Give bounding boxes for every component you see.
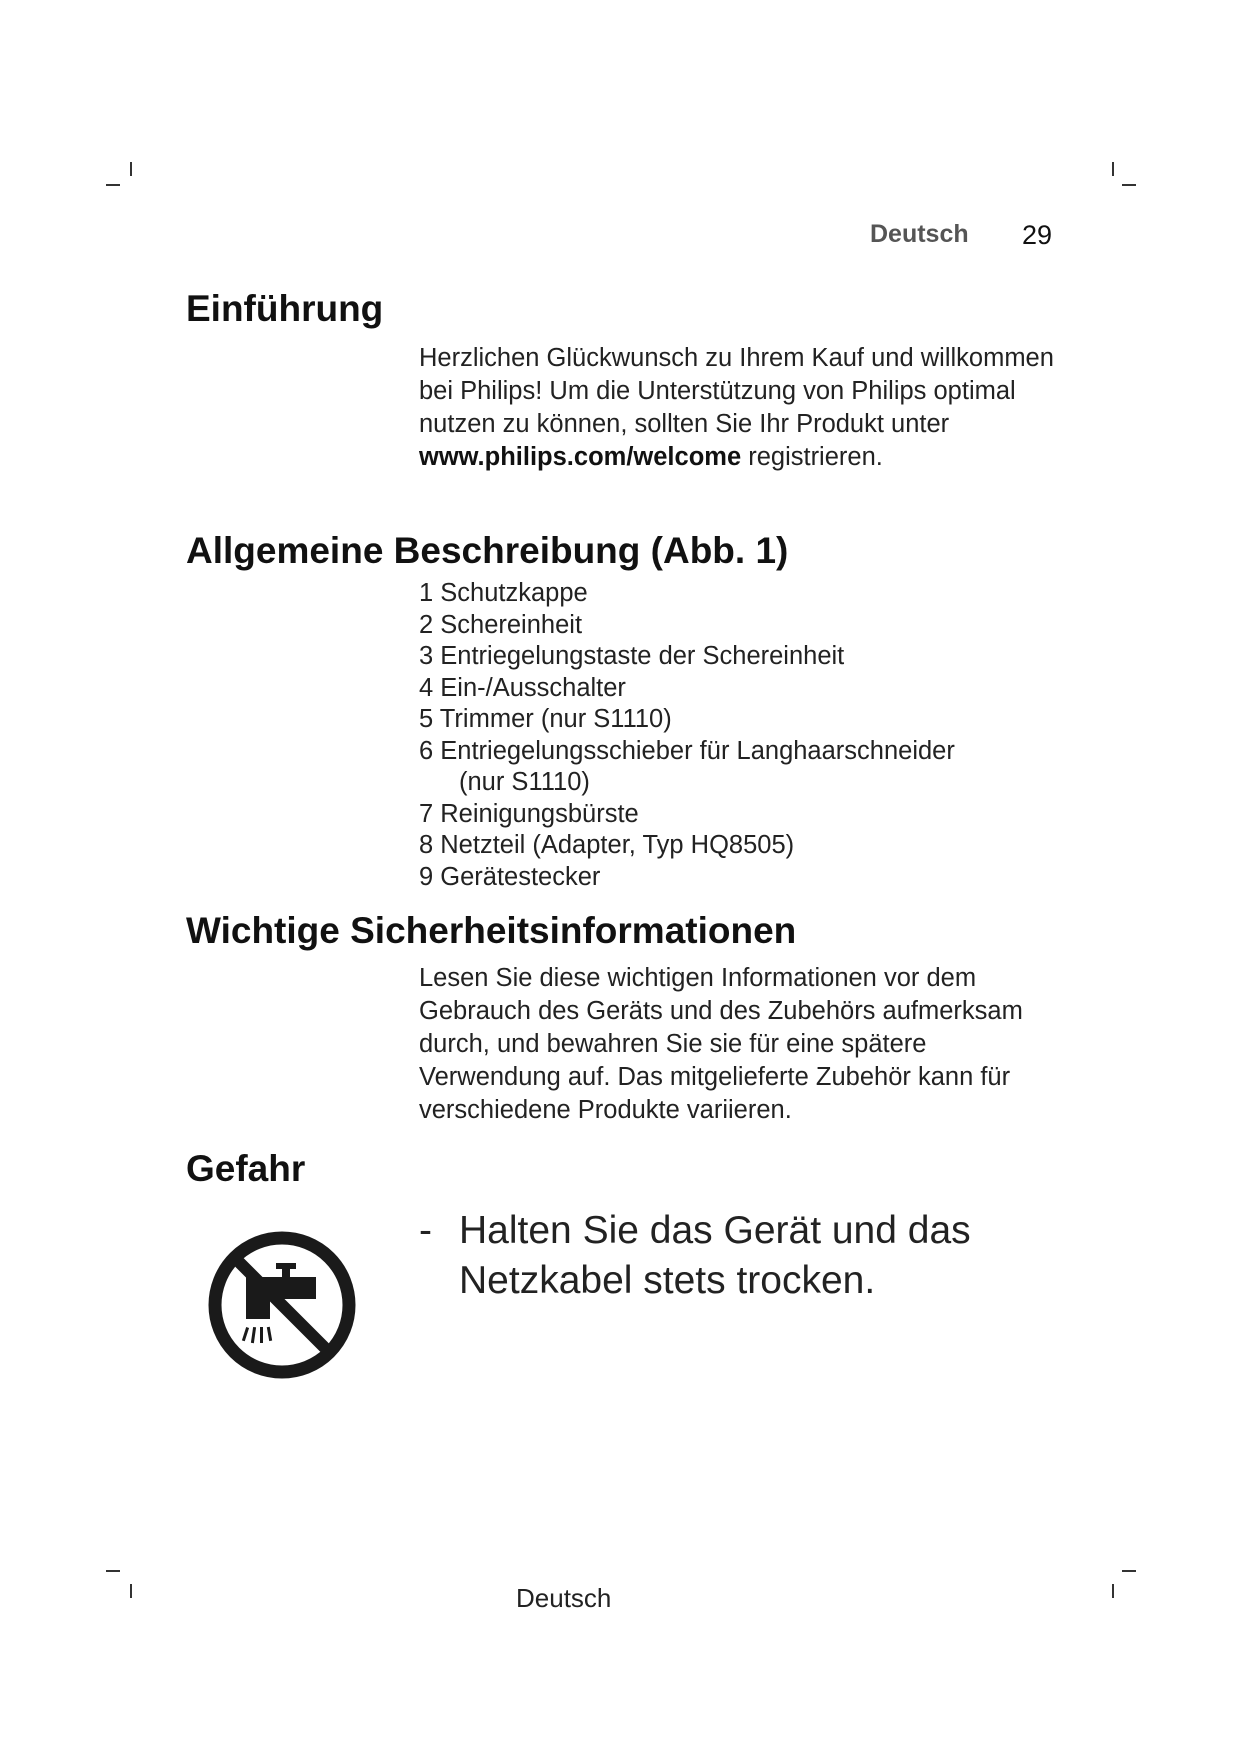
- danger-heading: Gefahr: [186, 1148, 306, 1189]
- list-item: 7 Reinigungsbürste: [419, 799, 639, 828]
- welcome-url-link[interactable]: www.philips.com/welcome: [419, 443, 742, 471]
- crop-mark: [1112, 1584, 1114, 1598]
- intro-text-before: Herzlichen Glückwunsch zu Ihrem Kauf und willkommen bei Philips! Um die Unterstützung von Philips optimal nutzen zu können, sollten Sie Ihr Produkt unter: [419, 344, 1054, 438]
- crop-mark: [106, 1570, 120, 1572]
- list-item: 2 Schereinheit: [419, 610, 583, 639]
- safety-paragraph: Lesen Sie diese wichtigen Informationen vor dem Gebrauch des Geräts und des Zubehörs aufmerksam durch, und bewahren Sie sie für eine spätere Verwendung auf. Das mitgelieferte Zubehör kann für verschiedene Produkte variieren.: [419, 964, 1023, 1124]
- list-item: 1 Schutzkappe: [419, 579, 588, 607]
- intro-text-after: registrieren.: [741, 443, 883, 471]
- crop-mark: [130, 162, 132, 176]
- crop-mark: [130, 1584, 132, 1598]
- list-item-continuation: (nur S1110): [459, 768, 590, 796]
- crop-mark: [106, 184, 120, 186]
- safety-heading: Wichtige Sicherheitsinformationen: [186, 910, 797, 951]
- crop-mark: [1122, 184, 1136, 186]
- description-heading: Allgemeine Beschreibung (Abb. 1): [186, 530, 789, 571]
- intro-paragraph: [419, 342, 1059, 474]
- list-item: 3 Entriegelungstaste der Schereinheit: [419, 642, 845, 670]
- no-water-icon: [202, 1225, 362, 1385]
- warning-text: Halten Sie das Gerät und das Netzkabel stets trocken.: [459, 1209, 971, 1302]
- header-language: Deutsch: [870, 220, 969, 248]
- list-dash: -: [419, 1209, 432, 1252]
- list-item: 8 Netzteil (Adapter, Typ HQ8505): [419, 831, 795, 859]
- list-item: 9 Gerätestecker: [419, 862, 601, 891]
- crop-mark: [1122, 1570, 1136, 1572]
- footer-language: Deutsch: [516, 1583, 612, 1613]
- list-item: 4 Ein-/Ausschalter: [419, 673, 626, 702]
- list-item: 5 Trimmer (nur S1110): [419, 705, 672, 733]
- parts-list: [419, 578, 1059, 893]
- crop-mark: [1112, 162, 1114, 176]
- list-item: 6 Entriegelungsschieber für Langhaarschneider: [419, 736, 955, 765]
- intro-heading: Einführung: [186, 288, 384, 329]
- page-number: 29: [1022, 220, 1053, 250]
